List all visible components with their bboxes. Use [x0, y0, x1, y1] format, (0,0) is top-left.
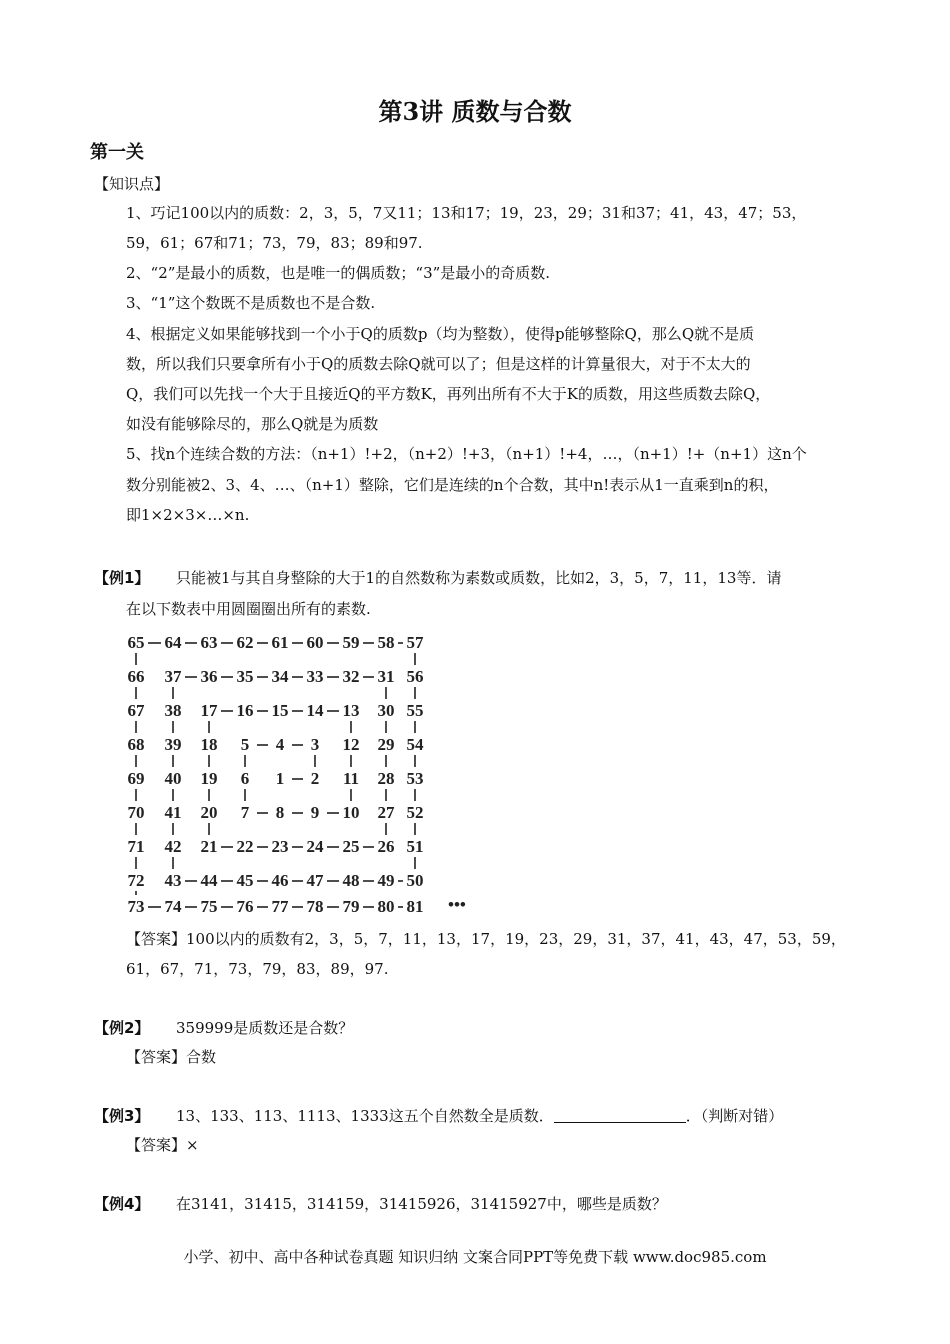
- spiral-number[interactable]: 41: [164, 803, 182, 822]
- spiral-number[interactable]: 32: [342, 667, 360, 686]
- spiral-number[interactable]: 8: [275, 803, 285, 822]
- spiral-number[interactable]: 54: [406, 735, 424, 754]
- knowledge-line: 数分别能被2、3、4、…、（n+1）整除，它们是连续的n个合数，其中n!表示从1一直乘到n的积，: [126, 476, 779, 494]
- spiral-number[interactable]: 45: [236, 871, 254, 890]
- spiral-number[interactable]: 75: [200, 897, 218, 916]
- knowledge-label: 【知识点】: [94, 175, 170, 193]
- knowledge-line: Q，我们可以先找一个大于且接近Q的平方数K，再列出所有不大于K的质数，用这些质数去除Q，: [126, 385, 771, 403]
- number-spiral-figure: [118, 630, 478, 920]
- spiral-number[interactable]: 63: [200, 633, 218, 652]
- spiral-number[interactable]: 80: [377, 897, 395, 916]
- example2-label: 【例2】: [94, 1019, 150, 1037]
- spiral-number[interactable]: 40: [164, 769, 182, 788]
- spiral-number[interactable]: 24: [306, 837, 324, 856]
- spiral-number[interactable]: 68: [127, 735, 145, 754]
- spiral-number[interactable]: 70: [127, 803, 145, 822]
- spiral-number[interactable]: 67: [127, 701, 145, 720]
- example1-answer-cont: 61，67，71，73，79，83，89，97.: [126, 960, 389, 978]
- knowledge-line: 如没有能够除尽的，那么Q就是为质数: [126, 415, 379, 433]
- knowledge-line: 即1×2×3×…×n.: [126, 506, 250, 524]
- spiral-number[interactable]: 74: [164, 897, 182, 916]
- spiral-number[interactable]: 57: [406, 633, 424, 652]
- spiral-number[interactable]: 51: [406, 837, 424, 856]
- spiral-number[interactable]: 16: [236, 701, 254, 720]
- spiral-number[interactable]: 61: [271, 633, 289, 652]
- example1-text-cont: 在以下数表中用圆圈圈出所有的素数.: [126, 600, 371, 618]
- spiral-number[interactable]: 69: [127, 769, 145, 788]
- spiral-number[interactable]: 10: [342, 803, 360, 822]
- knowledge-line: 1、巧记100以内的质数：2，3，5，7又11；13和17；19，23，29；31和37；41，43，47；53，: [126, 204, 807, 222]
- spiral-number[interactable]: 38: [164, 701, 182, 720]
- spiral-number[interactable]: 20: [200, 803, 218, 822]
- spiral-number[interactable]: 15: [271, 701, 289, 720]
- page-title: 第3讲 质数与合数: [378, 97, 572, 126]
- example1-label: 【例1】: [94, 569, 150, 587]
- spiral-number[interactable]: 27: [377, 803, 395, 822]
- spiral-number[interactable]: 12: [342, 735, 360, 754]
- example3-text: 13、133、113、1113、1333这五个自然数全是质数． ．（判断对错）: [176, 1107, 784, 1125]
- spiral-number[interactable]: 31: [377, 667, 395, 686]
- spiral-number[interactable]: 52: [406, 803, 424, 822]
- example2-answer: 【答案】合数: [126, 1048, 217, 1066]
- spiral-number[interactable]: 44: [200, 871, 218, 890]
- example4-label: 【例4】: [94, 1195, 150, 1213]
- spiral-number[interactable]: 9: [310, 803, 320, 822]
- spiral-number[interactable]: 48: [342, 871, 360, 890]
- spiral-number[interactable]: 26: [377, 837, 395, 856]
- spiral-number[interactable]: 62: [236, 633, 254, 652]
- knowledge-line: 5、找n个连续合数的方法：（n+1）!+2，（n+2）!+3，（n+1）!+4，…，（n+1）!+（n+1）这n个: [126, 445, 807, 463]
- example2-text: 359999是质数还是合数？: [176, 1019, 354, 1037]
- spiral-number[interactable]: 71: [127, 837, 145, 856]
- spiral-number[interactable]: 13: [342, 701, 360, 720]
- section-heading: 第一关: [90, 142, 144, 163]
- answer-blank[interactable]: [554, 1108, 686, 1123]
- spiral-number[interactable]: 11: [342, 769, 360, 788]
- spiral-number[interactable]: 56: [406, 667, 424, 686]
- spiral-number[interactable]: 36: [200, 667, 218, 686]
- spiral-number[interactable]: 22: [236, 837, 254, 856]
- spiral-number[interactable]: 60: [306, 633, 324, 652]
- spiral-number[interactable]: 14: [306, 701, 324, 720]
- spiral-number[interactable]: 17: [200, 701, 218, 720]
- spiral-number[interactable]: 42: [164, 837, 182, 856]
- spiral-ellipsis: •••: [448, 895, 466, 914]
- spiral-number[interactable]: 53: [406, 769, 424, 788]
- spiral-number[interactable]: 65: [127, 633, 145, 652]
- spiral-number[interactable]: 2: [310, 769, 320, 788]
- knowledge-line: 4、根据定义如果能够找到一个小于Q的质数p（均为整数），使得p能够整除Q，那么Q就不是质: [126, 325, 755, 343]
- spiral-number[interactable]: 49: [377, 871, 395, 890]
- knowledge-line: 2、“2”是最小的质数，也是唯一的偶质数；“3”是最小的奇质数.: [126, 264, 551, 282]
- spiral-number[interactable]: 79: [342, 897, 360, 916]
- spiral-number[interactable]: 35: [236, 667, 254, 686]
- example1-text: 只能被1与其自身整除的大于1的自然数称为素数或质数，比如2，3，5，7，11，13等．请: [176, 569, 782, 587]
- knowledge-line: 59，61；67和71；73，79，83；89和97.: [126, 234, 423, 252]
- example3-answer: 【答案】×: [126, 1136, 199, 1154]
- spiral-number[interactable]: 59: [342, 633, 360, 652]
- spiral-number[interactable]: 1: [275, 769, 285, 788]
- spiral-number[interactable]: 5: [240, 735, 250, 754]
- spiral-number[interactable]: 18: [200, 735, 218, 754]
- spiral-number[interactable]: 76: [236, 897, 254, 916]
- spiral-number[interactable]: 19: [200, 769, 218, 788]
- spiral-number[interactable]: 21: [200, 837, 218, 856]
- spiral-number[interactable]: 3: [310, 735, 320, 754]
- spiral-number[interactable]: 23: [271, 837, 289, 856]
- spiral-number[interactable]: 50: [406, 871, 424, 890]
- spiral-number[interactable]: 37: [164, 667, 182, 686]
- spiral-number[interactable]: 7: [240, 803, 250, 822]
- spiral-number[interactable]: 28: [377, 769, 395, 788]
- page-footer: 小学、初中、高中各种试卷真题 知识归纳 文案合同PPT等免费下载 www.doc985.com: [183, 1248, 767, 1266]
- spiral-number[interactable]: 66: [127, 667, 145, 686]
- spiral-number[interactable]: 33: [306, 667, 324, 686]
- spiral-number[interactable]: 58: [377, 633, 395, 652]
- knowledge-line: 3、“1”这个数既不是质数也不是合数.: [126, 294, 376, 312]
- spiral-number[interactable]: 39: [164, 735, 182, 754]
- spiral-number[interactable]: 78: [306, 897, 324, 916]
- example1-answer: 【答案】100以内的质数有2，3，5，7，11，13，17，19，23，29，31，37，41，43，47，53，59，: [126, 930, 846, 948]
- spiral-number[interactable]: 55: [406, 701, 424, 720]
- spiral-number[interactable]: 6: [240, 769, 250, 788]
- spiral-number[interactable]: 34: [271, 667, 289, 686]
- spiral-number[interactable]: 25: [342, 837, 360, 856]
- knowledge-line: 数，所以我们只要拿所有小于Q的质数去除Q就可以了；但是这样的计算量很大，对于不太大的: [126, 355, 751, 373]
- example4-text: 在3141，31415，314159，31415926，31415927中，哪些是质数？: [176, 1195, 667, 1213]
- spiral-number[interactable]: 64: [164, 633, 182, 652]
- example3-label: 【例3】: [94, 1107, 150, 1125]
- spiral-number[interactable]: 72: [127, 871, 145, 890]
- spiral-number[interactable]: 43: [164, 871, 182, 890]
- spiral-number[interactable]: 47: [306, 871, 324, 890]
- spiral-number[interactable]: 46: [271, 871, 289, 890]
- spiral-number[interactable]: 30: [377, 701, 395, 720]
- spiral-number[interactable]: 73: [127, 897, 145, 916]
- spiral-number[interactable]: 4: [275, 735, 285, 754]
- spiral-number[interactable]: 81: [406, 897, 424, 916]
- spiral-number[interactable]: 77: [271, 897, 289, 916]
- spiral-number[interactable]: 29: [377, 735, 395, 754]
